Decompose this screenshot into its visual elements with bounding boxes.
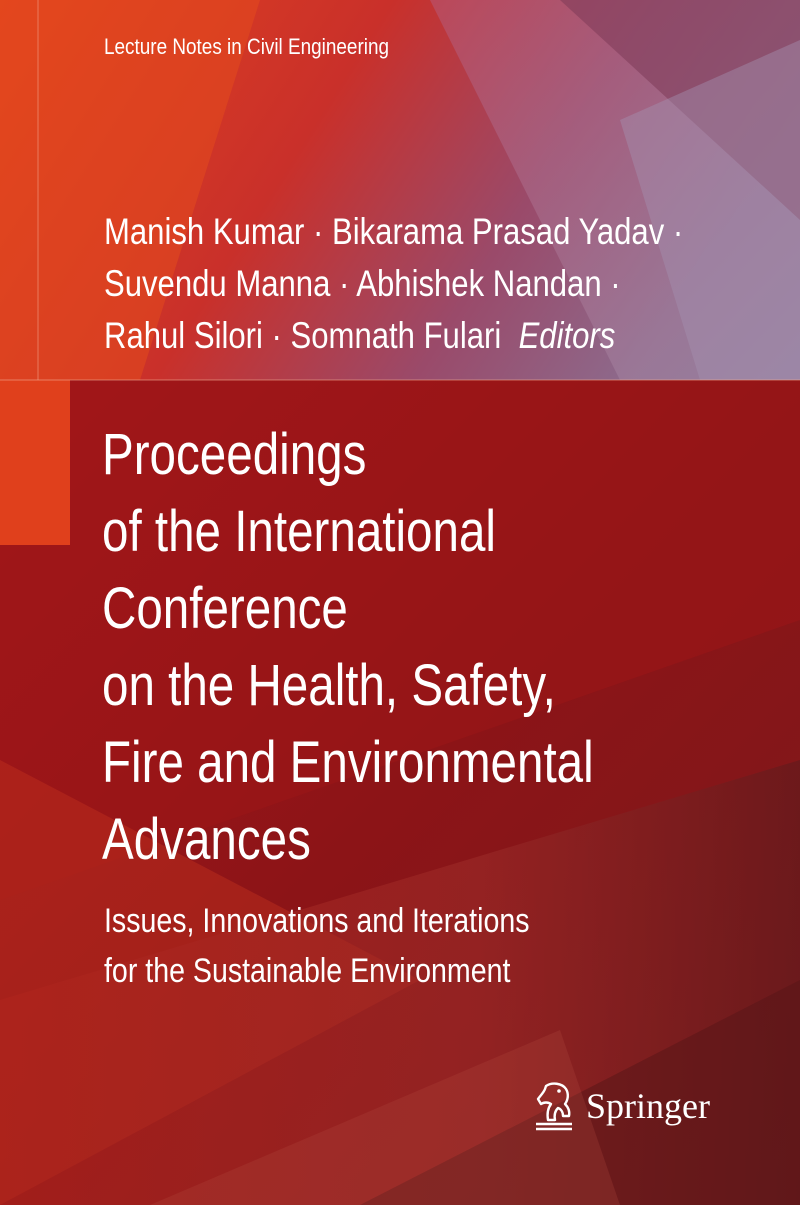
title-line-1: Proceedings: [102, 422, 367, 487]
editors-line-3: [104, 310, 683, 362]
publisher-logo: [532, 1080, 710, 1132]
springer-horse-icon: [532, 1080, 578, 1132]
title-line-5: Fire and Environmental: [102, 730, 594, 795]
subtitle-line-2: for the Sustainable Environment: [104, 952, 511, 990]
title-line-4: on the Health, Safety,: [102, 653, 556, 718]
series-name: Lecture Notes in Civil Engineering: [104, 34, 390, 59]
subtitle-line-1: Issues, Innovations and Iterations: [104, 902, 530, 940]
editors-line-2: Suvendu Manna · Abhishek Nandan ·: [104, 263, 621, 304]
title-line-3: Conference: [102, 576, 348, 641]
editors-names-3: Rahul Silori · Somnath Fulari: [104, 315, 502, 356]
editors-block: [104, 206, 683, 362]
editors-line-1: Manish Kumar · Bikarama Prasad Yadav ·: [104, 211, 684, 252]
publisher-name: Springer: [586, 1086, 710, 1126]
book-subtitle: [104, 896, 529, 996]
title-line-2: of the International: [102, 499, 496, 564]
editors-role: Editors: [518, 315, 616, 356]
title-line-6: Advances: [102, 807, 311, 872]
book-title: [102, 416, 594, 878]
